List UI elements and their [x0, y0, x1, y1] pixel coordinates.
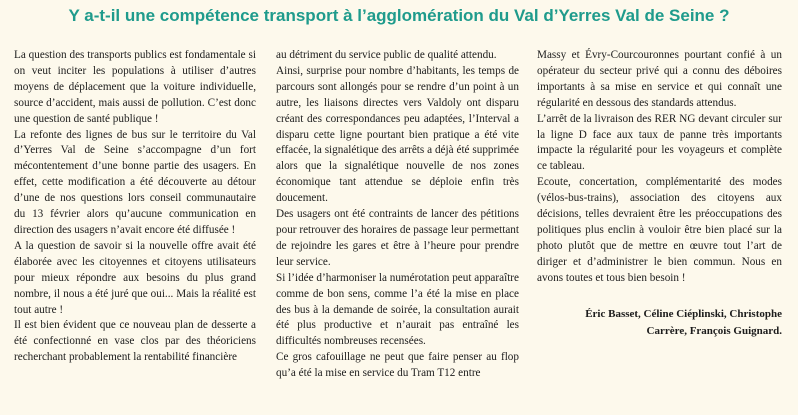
paragraph: Ainsi, surprise pour nombre d’habitants, les temps de parcours sont allongés pour se rendre d’un point à un autre, les liaisons directes vers Valdoly ont disparu créant des correspondances peu adaptées, l’Interval a disparu cette ligne pourtant bien pratique a été vite effacée, la signalétique des arrêts a déjà été supprimée alors que la signalétique nouvelle de nos zones économique tant attendue se déploie enfin très doucement.	[276, 64, 519, 205]
article-title: Y a-t-il une compétence transport à l’agglomération du Val d’Yerres Val de Seine ?	[68, 6, 730, 25]
text-column-1	[14, 48, 256, 366]
paragraph: Des usagers ont été contraints de lancer des pétitions pour retrouver des horaires de passage leur permettant de rejoindre les gares et être à l’heure pour prendre leur service.	[276, 208, 519, 268]
paragraph: Massy et Évry-Courcouronnes pourtant confié à un opérateur du secteur privé qui a connu des déboires importants à sa mise en service et qui connaît une régularité en dessous des standards attendus.	[537, 49, 782, 109]
author-signature	[537, 306, 782, 340]
paragraph: Ce gros cafouillage ne peut que faire penser au flop qu’a été la mise en service du Tram T12 entre	[276, 351, 519, 380]
paragraph: Il est bien évident que ce nouveau plan de desserte a été confectionné en vase clos par des théoriciens recherchant probablement la rentabilité financière	[14, 319, 256, 364]
paragraph: Ecoute, concertation, complémentarité des modes (vélos-bus-trains), association des citoyens aux décisions, telles devraient être les préoccupations des politiques plus enclin à vouloir être bien placé sur la photo plutôt que de mettre en œuvre tout l’art de diriger et d’administrer le bien commun. Nous en avons toutes et tous bien besoin !	[537, 176, 782, 284]
text-column-3	[537, 48, 782, 340]
paragraph: L’arrêt de la livraison des RER NG devant circuler sur la ligne D face aux taux de panne très importants impacte la régularité pour les voyageurs et complète ce tableau.	[537, 112, 782, 173]
paragraph: La refonte des lignes de bus sur le territoire du Val d’Yerres Val de Seine s’accompagne d’un fort mécontentement d’une bonne partie des usagers. En effet, cette modification a été découverte au détour d’une de nos questions lors conseil communautaire du 13 février alors qu’aucune communication en direction des usagers n’avait encore été diffusée !	[14, 128, 256, 236]
paragraph: La question des transports publics est fondamentale si on veut inciter les populations à utiliser d’autres moyens de déplacement que la voiture individuelle, source d’accident, mais aussi de pollution. C’est donc une question de santé publique !	[14, 49, 256, 125]
paragraph: au détriment du service public de qualité attendu.	[276, 49, 497, 61]
paragraph: A la question de savoir si la nouvelle offre avait été élaborée avec les citoyennes et citoyens utilisateurs pour mieux répondre aux besoins du plus grand nombre, il nous a été juré que oui... Mais la réalité est tout autre !	[14, 239, 256, 316]
signature-line: Carrère, François Guignard.	[646, 324, 782, 337]
text-column-2	[276, 48, 519, 382]
signature-line: Éric Basset, Céline Ciéplinski, Christophe	[585, 307, 782, 320]
paragraph: Si l’idée d’harmoniser la numérotation peut apparaître comme de bon sens, comme l’a été la mise en place des bus à la demande de soirée, la consultation aurait été plus productive et n’aurait pas entraîné les difficultés nombreuses recensées.	[276, 271, 519, 348]
